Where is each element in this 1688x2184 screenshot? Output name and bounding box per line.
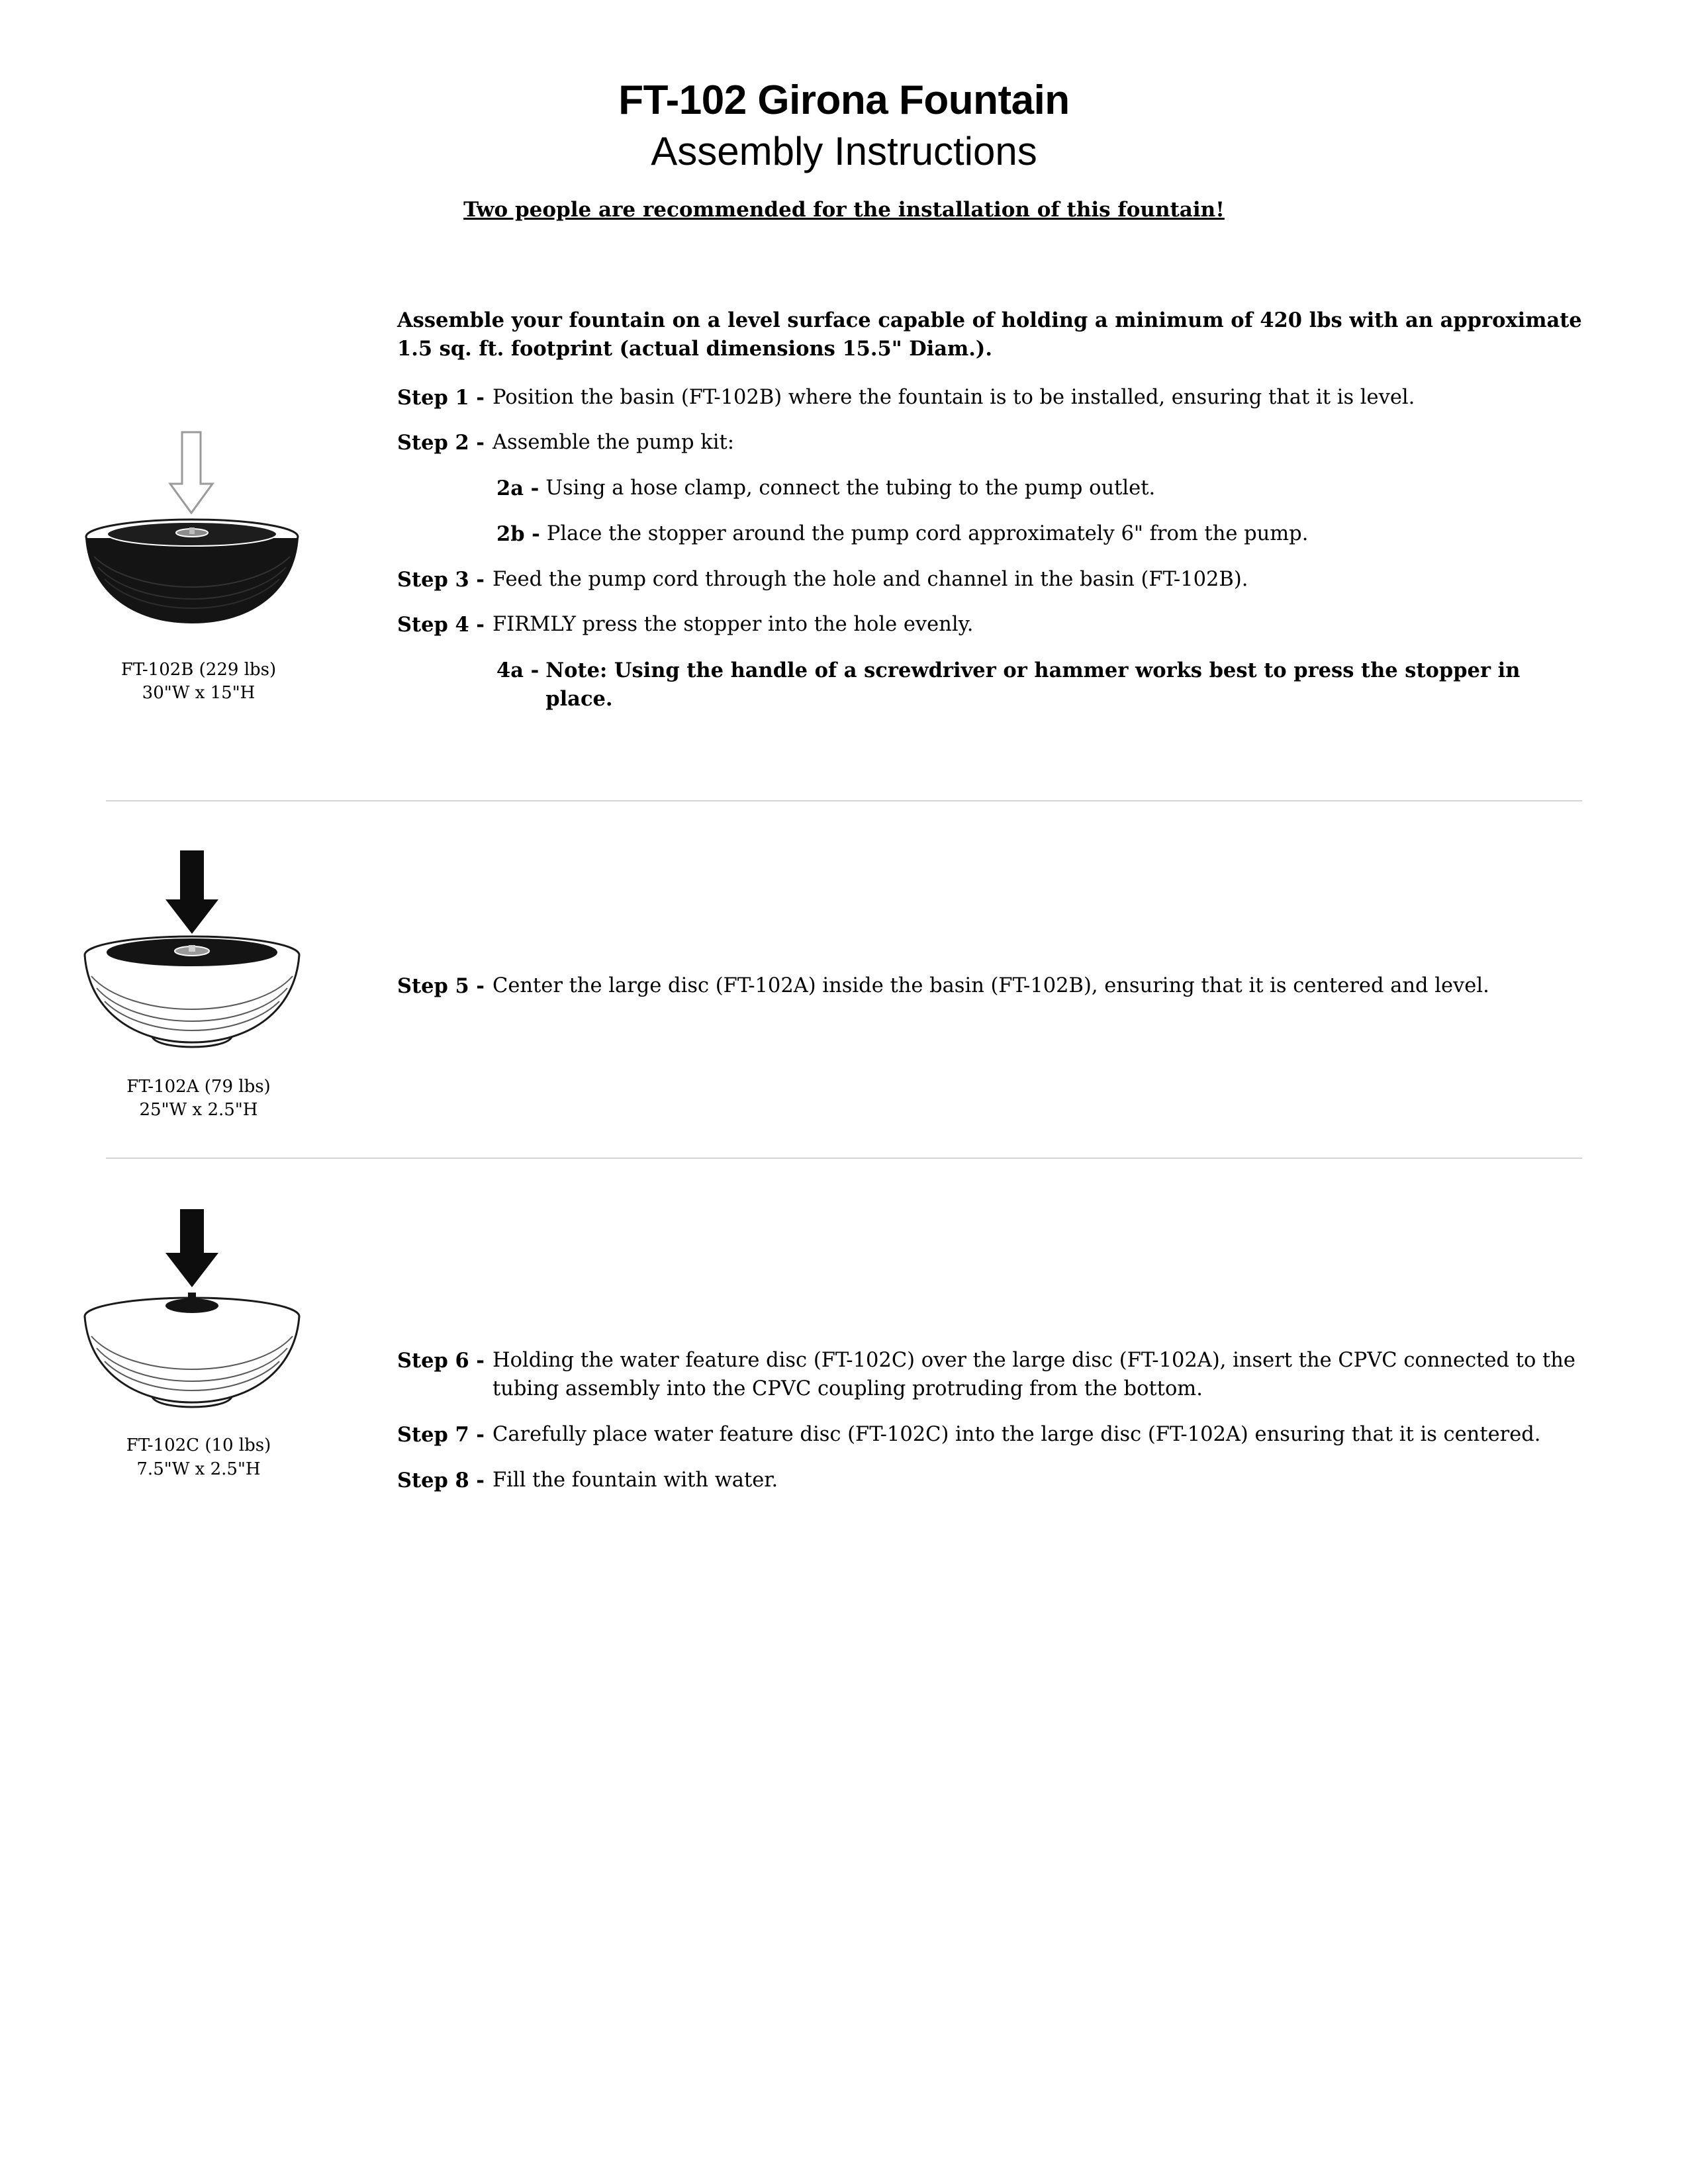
figure-ft-102a-dims: 25"W x 2.5"H <box>139 1100 258 1120</box>
section-basin-text <box>397 306 1688 730</box>
figure-ft-102b-part: FT-102B (229 lbs) <box>120 660 277 680</box>
figure-ft-102b-caption <box>0 659 397 705</box>
step-2a-label: 2a - <box>496 477 539 501</box>
step-4 <box>397 611 1582 639</box>
figure-ft-102b-dims: 30"W x 15"H <box>142 683 256 704</box>
assembly-lead-text: Assemble your fountain on a level surface capable of holding a minimum of 420 lbs with an approximate 1.5 sq. ft. footprint (actual dimensions 15.5" Diam.). <box>397 308 1582 361</box>
step-4-label: Step 4 - <box>397 613 485 637</box>
step-1 <box>397 384 1582 412</box>
section-large-disc <box>0 841 1688 1122</box>
figure-ft-102a-caption <box>0 1075 397 1122</box>
section-divider-2 <box>106 1158 1582 1159</box>
step-6 <box>397 1347 1582 1403</box>
step-6-label: Step 6 - <box>397 1349 485 1373</box>
step-7-text: Carefully place water feature disc (FT-102C) into the large disc (FT-102A) ensuring that it is centered. <box>492 1422 1541 1446</box>
figure-ft-102c-part: FT-102C (10 lbs) <box>126 1435 271 1456</box>
step-3-label: Step 3 - <box>397 567 485 592</box>
section-divider-1 <box>106 800 1582 801</box>
step-4a-text: Note: Using the handle of a screwdriver or hammer works best to press the stopper in place. <box>545 658 1521 711</box>
step-4a-note <box>496 657 1582 713</box>
step-2b-label: 2b - <box>496 522 540 546</box>
section-water-feature-disc <box>0 1200 1688 1512</box>
step-8-label: Step 8 - <box>397 1468 485 1492</box>
step-3 <box>397 566 1582 594</box>
basin-with-small-disc <box>85 1293 299 1407</box>
figure-ft-102c-image <box>60 1200 338 1425</box>
basin-with-disc <box>85 936 299 1047</box>
step-2 <box>397 429 1582 457</box>
down-arrow-solid-icon <box>165 1209 218 1287</box>
step-2a-text: Using a hose clamp, connect the tubing to the pump outlet. <box>545 477 1156 500</box>
step-4a-label: 4a - <box>496 658 539 682</box>
figure-ft-102b-image <box>60 424 338 649</box>
figure-ft-102c <box>0 1200 397 1480</box>
page-subtitle: Assembly Instructions <box>651 129 1037 174</box>
figure-ft-102c-caption <box>0 1434 397 1480</box>
down-arrow-outline-icon <box>170 432 212 513</box>
section-basin <box>0 306 1688 730</box>
step-2b <box>496 520 1582 549</box>
step-1-text: Position the basin (FT-102B) where the fountain is to be installed, ensuring that it is level. <box>492 385 1415 409</box>
document-header <box>0 0 1688 222</box>
step-8-text: Fill the fountain with water. <box>492 1468 778 1492</box>
figure-ft-102a <box>0 841 397 1122</box>
step-7 <box>397 1421 1582 1449</box>
figure-ft-102c-dims: 7.5"W x 2.5"H <box>136 1459 261 1479</box>
step-5 <box>397 972 1582 1001</box>
installation-warning: Two people are recommended for the installation of this fountain! <box>463 198 1225 222</box>
step-2-label: Step 2 - <box>397 431 485 455</box>
section-water-feature-disc-text <box>397 1200 1688 1512</box>
step-8 <box>397 1467 1582 1495</box>
step-2a <box>496 475 1582 503</box>
page-title: FT-102 Girona Fountain <box>618 77 1070 123</box>
step-3-text: Feed the pump cord through the hole and channel in the basin (FT-102B). <box>492 567 1248 591</box>
step-2b-text: Place the stopper around the pump cord approximately 6" from the pump. <box>546 522 1309 545</box>
step-2-text: Assemble the pump kit: <box>492 431 735 455</box>
figure-ft-102a-image <box>60 841 338 1066</box>
step-1-label: Step 1 - <box>397 385 485 410</box>
step-6-text: Holding the water feature disc (FT-102C) over the large disc (FT-102A), insert the CPVC connected to the tubing assembly into the CPVC coupling protruding from the bottom. <box>492 1349 1575 1401</box>
basin-bowl <box>86 520 298 623</box>
step-7-label: Step 7 - <box>397 1422 485 1447</box>
figure-ft-102b <box>0 306 397 705</box>
step-5-label: Step 5 - <box>397 974 485 999</box>
down-arrow-solid-icon <box>165 850 218 934</box>
step-5-text: Center the large disc (FT-102A) inside the basin (FT-102B), ensuring that it is centered and level. <box>492 974 1489 998</box>
section-large-disc-text <box>397 841 1688 1018</box>
step-4-text: FIRMLY press the stopper into the hole evenly. <box>492 613 974 637</box>
figure-ft-102a-part: FT-102A (79 lbs) <box>126 1077 271 1097</box>
